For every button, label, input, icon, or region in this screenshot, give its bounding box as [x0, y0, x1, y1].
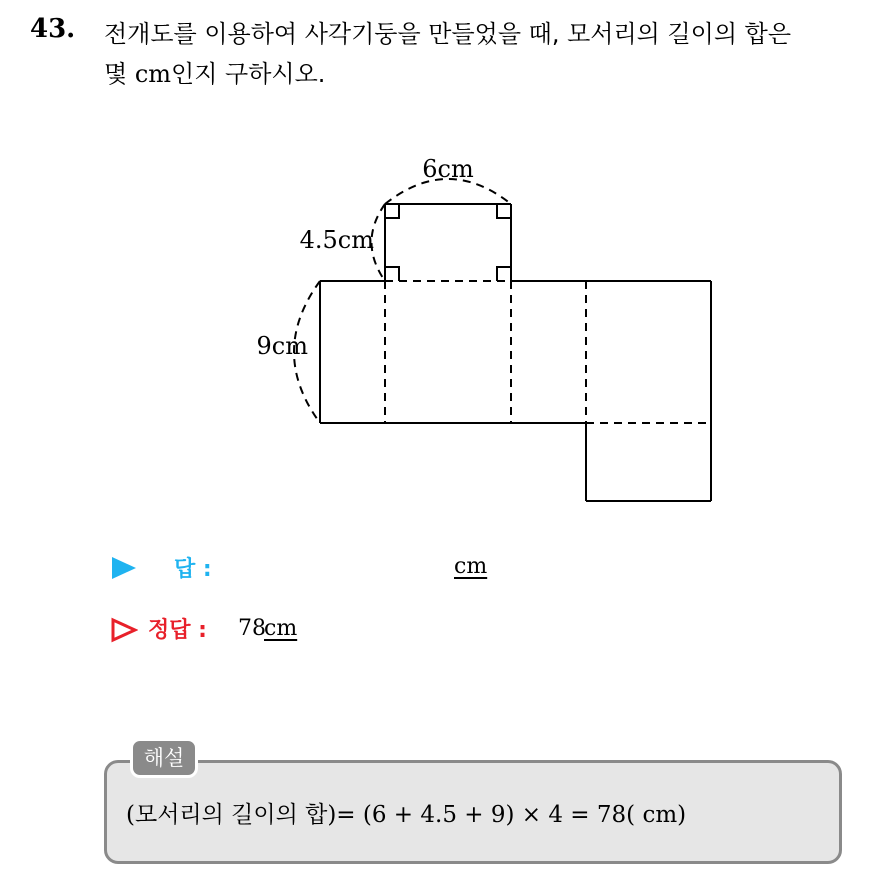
prism-net-figure — [240, 150, 730, 510]
question-number: 43. — [30, 14, 76, 44]
correct-answer-row — [108, 612, 608, 646]
answer-unit[interactable]: cm — [454, 554, 488, 579]
correct-answer-value: 78 — [238, 616, 266, 641]
correct-answer-unit: cm — [264, 616, 298, 641]
question-line-1: 전개도를 이용하여 사각기둥을 만들었을 때, 모서리의 길이의 합은 — [104, 20, 791, 48]
right-angle-mark — [497, 204, 511, 218]
top-height-label: 4.5cm — [299, 226, 374, 254]
solution-text: (모서리의 길이의 합)= (6 + 4.5 + 9) × 4 = 78( cm) — [126, 802, 687, 828]
correct-answer-label: 정답 : — [148, 618, 207, 643]
solution-tag: 해설 — [130, 738, 198, 778]
right-angle-mark — [385, 204, 399, 218]
answer-label: 답 : — [174, 557, 212, 582]
question-text — [104, 14, 874, 94]
top-width-label: 6cm — [422, 155, 474, 183]
question-unit: cm — [134, 60, 172, 88]
play-triangle-icon — [112, 557, 136, 579]
answer-row — [108, 550, 608, 584]
right-angle-mark — [385, 267, 399, 281]
question-line-2: 몇 cm인지 구하시오. — [104, 60, 326, 88]
outline-triangle-icon — [110, 617, 138, 643]
side-height-label: 9cm — [256, 332, 308, 360]
right-angle-mark — [497, 267, 511, 281]
